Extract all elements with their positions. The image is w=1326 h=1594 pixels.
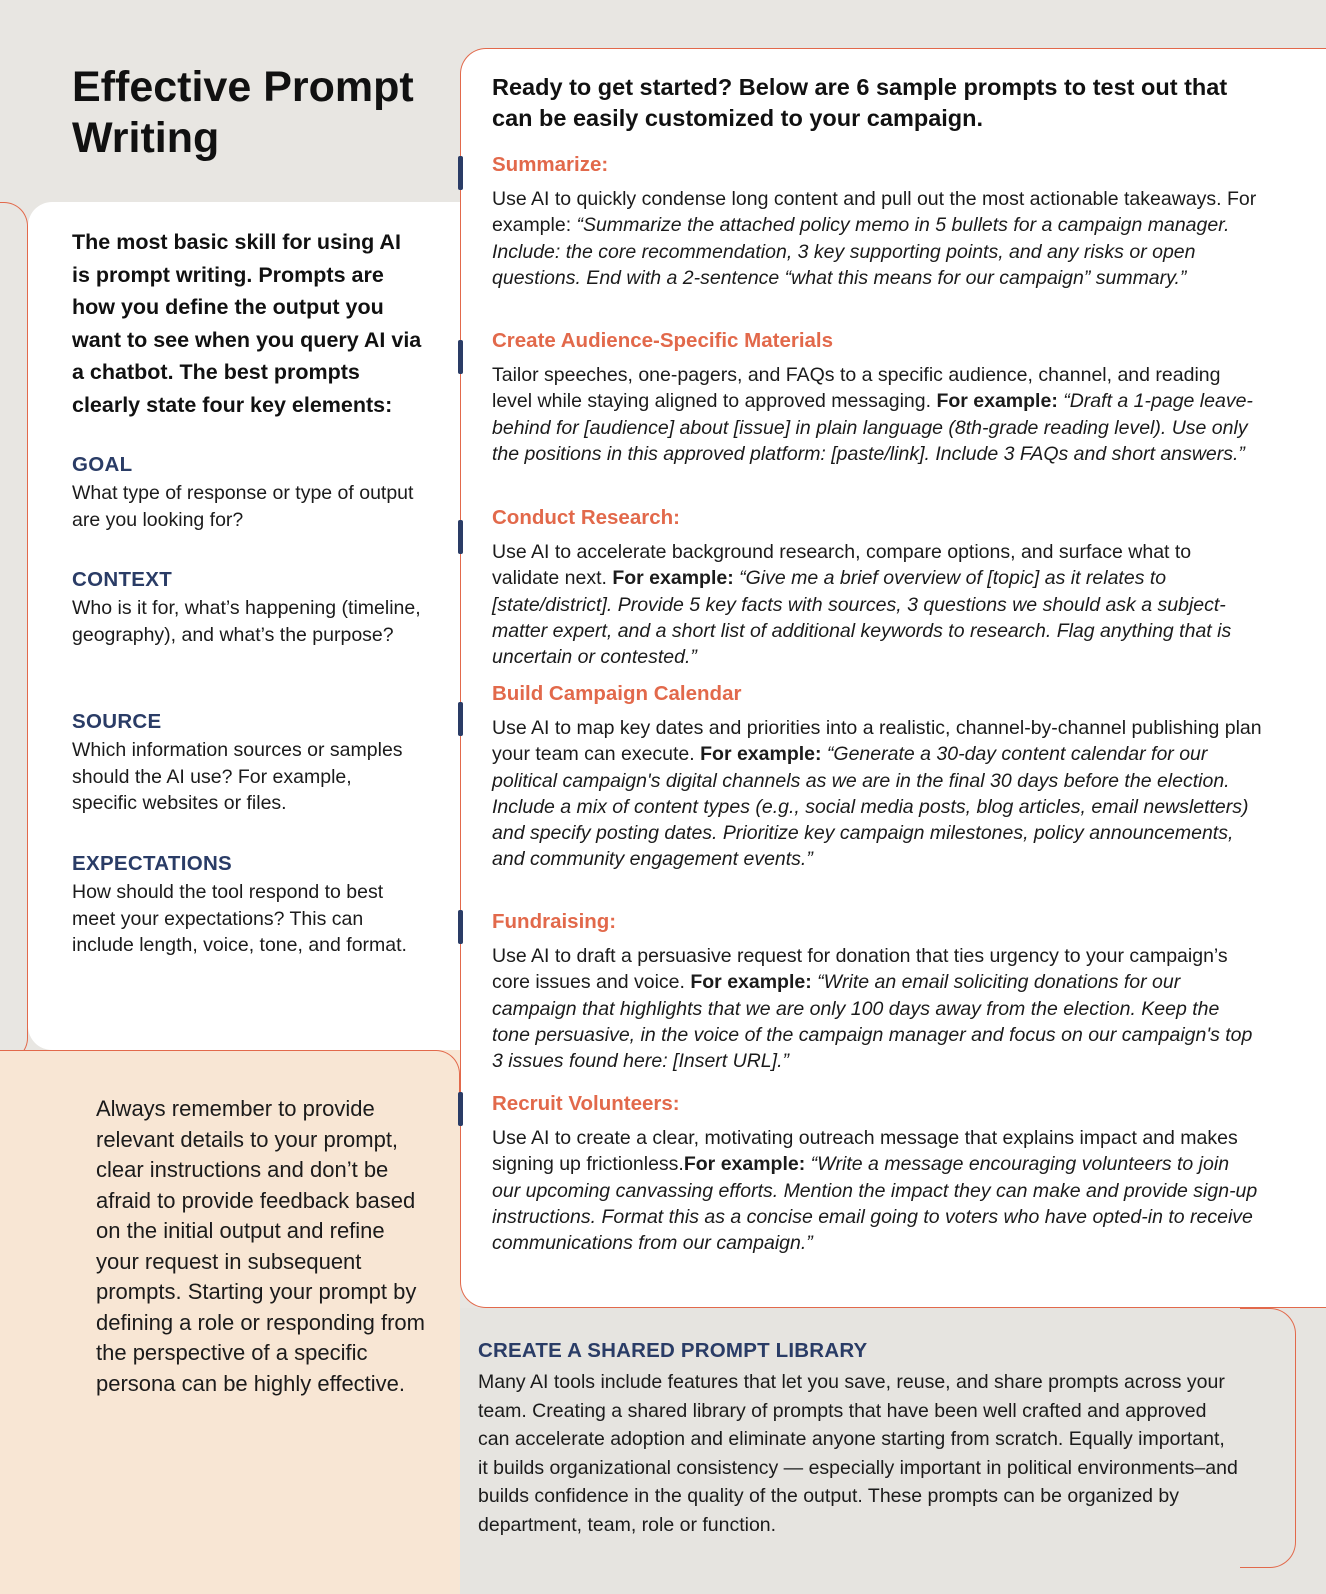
section-marker [458,156,463,190]
sample-body [492,362,1262,467]
sample-quote: “Generate a 30-day content calendar for our political campaign's digital channels as we are in the final 30 days before the election. Include a mix of content types (e.g., social media posts, blog articles, email newsletters) and specify posting dates. Prioritize key campaign milestones, policy announcements, and community engagement events.” [492,743,1249,871]
element-heading: SOURCE [72,710,162,733]
element-description: Who is it for, what’s happening (timeline, geography), and what’s the purpose? [72,597,421,646]
section-marker [458,520,463,554]
sample-label: For example: [612,567,734,590]
sample-label: For example: [690,971,812,994]
element-heading: CONTEXT [72,568,173,591]
element-heading: GOAL [72,453,133,476]
element-description: Which information sources or samples should the AI use? For example, specific websites or files. [72,739,403,814]
sample-body [492,943,1262,1074]
sample-summarize [492,152,1262,291]
sample-volunteers [492,1091,1262,1256]
section-marker [458,702,463,736]
sample-heading: Create Audience-Specific Materials [492,329,834,352]
sample-quote: “Draft a 1-page leave-behind for [audience] about [issue] in plain language (8th-grade reading level). Use only the positions in this approved platform: [paste/link]. Include 3 FAQs and short answers.” [492,390,1253,465]
element-goal [72,452,422,533]
page-title: Effective Prompt Writing [72,63,414,162]
sample-fundraising [492,909,1262,1074]
sample-body [492,186,1262,291]
sample-body [492,1125,1262,1256]
sample-lead: Use AI to draft a persuasive request for donation that ties urgency to your campaign’s core issues and voice. [492,945,1228,994]
sample-lead: Tailor speeches, one-pagers, and FAQs to a specific audience, channel, and reading level while staying aligned to approved messaging. [492,364,1221,413]
sample-calendar [492,681,1262,873]
element-description: How should the tool respond to best meet your expectations? This can include length, voice, tone, and format. [72,881,407,956]
decorative-border-library [1240,1308,1296,1568]
tip-text: Always remember to provide relevant details to your prompt, clear instructions and don’t be afraid to provide feedback based on the initial output and refine your request in subsequent prompts. Starting your prompt by defining a role or responding from the perspective of a specific persona can be highly effective. [96,1096,425,1396]
element-expectations [72,851,422,959]
sample-body [492,539,1262,670]
section-marker [458,340,463,374]
section-marker [458,910,463,944]
sample-quote: “Write an email soliciting donations for our campaign that highlights that we are only 100 days away from the election. Keep the tone persuasive, in the voice of the campaign manager and focus on our campaign's top 3 issues found here: [Insert URL].” [492,971,1253,1073]
sample-lead: Use AI to create a clear, motivating outreach message that explains impact and makes signing up frictionless. [492,1127,1238,1176]
sample-heading: Summarize: [492,153,609,176]
sample-heading: Build Campaign Calendar [492,682,742,705]
sample-quote: “Write a message encouraging volunteers to join our upcoming canvassing efforts. Mention the impact they can make and provide sign-up instructions. Format this as a concise email going to voters who have opted-in to receive communications from our campaign.” [492,1153,1258,1255]
sample-quote: “Give me a brief overview of [topic] as it relates to [state/district]. Provide 5 key facts with sources, 3 questions we should ask a subject-matter expert, and a short list of additional keywords to research. Flag anything that is uncertain or contested.” [492,567,1232,669]
sample-label: For example: [683,1153,806,1176]
element-context [72,567,422,648]
element-heading: EXPECTATIONS [72,852,233,875]
sample-lead: Use AI to accelerate background research, compare options, and surface what to validate next. [492,541,1192,590]
prompt-writing-intro: The most basic skill for using AI is prompt writing. Prompts are how you define the output you want to see when you query AI via a chatbot. The best prompts clearly state four key elements: [72,230,422,417]
shared-library-text: Many AI tools include features that let you save, reuse, and share prompts across your team. Creating a shared library of prompts that have been well crafted and approved can accelerate adoption and eliminate anyone starting from scratch. Equally important, it builds organizational consistency — especially important in political environments–and builds confidence in the quality of the output. These prompts can be organized by department, team, role or function. [478,1371,1238,1536]
sample-prompts-intro: Ready to get started? Below are 6 sample prompts to test out that can be easily customized to your campaign. [492,74,1228,131]
sample-lead: Use AI to quickly condense long content and pull out the most actionable takeaways. For example: [492,188,1257,237]
element-source [72,709,422,817]
sample-heading: Recruit Volunteers: [492,1092,680,1115]
sample-label: For example: [936,390,1058,413]
element-description: What type of response or type of output are you looking for? [72,482,414,531]
sample-research [492,505,1262,670]
sample-label: For example: [700,743,822,766]
shared-library-heading: CREATE A SHARED PROMPT LIBRARY [478,1339,868,1362]
sample-heading: Fundraising: [492,910,617,933]
section-marker [458,1092,463,1126]
sample-lead: Use AI to map key dates and priorities into a realistic, channel-by-channel publishing plan your team can execute. [492,717,1262,766]
sample-body [492,715,1262,873]
decorative-border-left [0,202,28,1062]
sample-audience-materials [492,328,1262,467]
sample-quote: “Summarize the attached policy memo in 5 bullets for a campaign manager. Include: the core recommendation, 3 key supporting points, and any risks or open questions. End with a 2-sentence “what this means for our campaign” summary.” [492,214,1230,289]
sample-heading: Conduct Research: [492,506,680,529]
shared-library-section [478,1338,1238,1539]
